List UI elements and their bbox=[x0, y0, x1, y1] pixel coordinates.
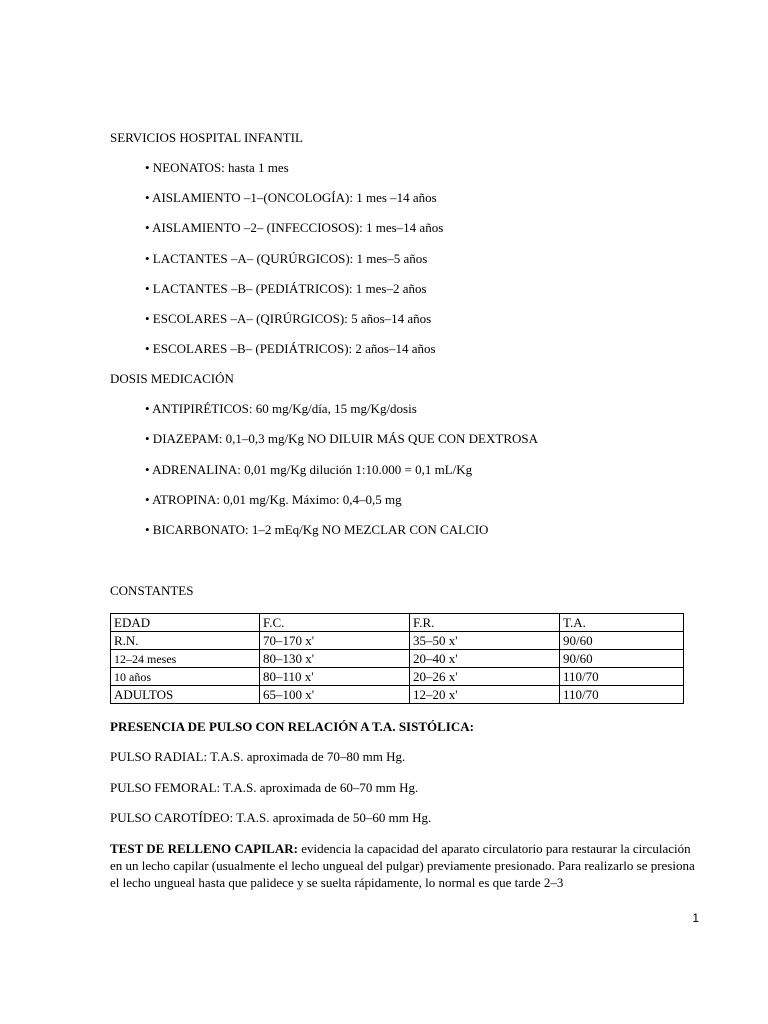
pulso-item: PULSO FEMORAL: T.A.S. aproximada de 60–70 mm Hg. bbox=[110, 780, 419, 795]
dosis-item: • DIAZEPAM: 0,1–0,3 mg/Kg NO DILUIR MÁS QUE CON DEXTROSA bbox=[145, 431, 538, 446]
cell-ta: 90/60 bbox=[560, 650, 684, 668]
constantes-table bbox=[110, 613, 684, 704]
table-row bbox=[111, 668, 684, 686]
servicios-item: • LACTANTES –B– (PEDIÁTRICOS): 1 mes–2 años bbox=[145, 281, 427, 296]
test-relleno-text: evidencia la capacidad del aparato circulatorio para restaurar la circulación en un lecho capilar (usualmente el lecho ungueal del pulgar) previamente presionado. Para realizarlo se presiona el lecho ungueal hasta que palidece y se suelta rápidamente, lo normal es que tarde 2–3 bbox=[110, 841, 695, 890]
cell-edad: ADULTOS bbox=[111, 686, 260, 704]
servicios-item: • LACTANTES –A– (QURÚRGICOS): 1 mes–5 años bbox=[145, 251, 428, 266]
dosis-heading: DOSIS MEDICACIÓN bbox=[110, 371, 234, 386]
dosis-item: • ADRENALINA: 0,01 mg/Kg dilución 1:10.000 = 0,1 mL/Kg bbox=[145, 462, 473, 477]
servicios-item: • AISLAMIENTO –2– (INFECCIOSOS): 1 mes–14 años bbox=[145, 220, 444, 235]
cell-fc: 65–100 x' bbox=[260, 686, 410, 704]
cell-fr: 20–40 x' bbox=[410, 650, 560, 668]
servicios-heading: SERVICIOS HOSPITAL INFANTIL bbox=[110, 130, 303, 145]
cell-fr: 20–26 x' bbox=[410, 668, 560, 686]
column-header-fc: F.C. bbox=[260, 614, 410, 632]
cell-fr: 35–50 x' bbox=[410, 632, 560, 650]
pulso-item: PULSO CAROTÍDEO: T.A.S. aproximada de 50–60 mm Hg. bbox=[110, 810, 432, 825]
cell-ta: 90/60 bbox=[560, 632, 684, 650]
cell-ta: 110/70 bbox=[560, 686, 684, 704]
constantes-heading: CONSTANTES bbox=[110, 583, 194, 598]
column-header-fr: F.R. bbox=[410, 614, 560, 632]
page-number: 1 bbox=[692, 911, 699, 925]
cell-edad: 10 años bbox=[111, 668, 260, 686]
column-header-edad: EDAD bbox=[111, 614, 260, 632]
cell-ta: 110/70 bbox=[560, 668, 684, 686]
dosis-item: • ATROPINA: 0,01 mg/Kg. Máximo: 0,4–0,5 mg bbox=[145, 492, 402, 507]
cell-edad: 12–24 meses bbox=[111, 650, 260, 668]
cell-fc: 80–110 x' bbox=[260, 668, 410, 686]
servicios-item: • NEONATOS: hasta 1 mes bbox=[145, 160, 289, 175]
pulso-item: PULSO RADIAL: T.A.S. aproximada de 70–80 mm Hg. bbox=[110, 749, 406, 764]
pulso-heading: PRESENCIA DE PULSO CON RELACIÓN A T.A. SISTÓLICA: bbox=[110, 719, 474, 734]
table-row bbox=[111, 650, 684, 668]
cell-fc: 80–130 x' bbox=[260, 650, 410, 668]
column-header-ta: T.A. bbox=[560, 614, 684, 632]
servicios-item: • ESCOLARES –B– (PEDIÁTRICOS): 2 años–14 años bbox=[145, 341, 436, 356]
table-header-row bbox=[111, 614, 684, 632]
table-row bbox=[111, 686, 684, 704]
servicios-item: • ESCOLARES –A– (QIRÚRGICOS): 5 años–14 años bbox=[145, 311, 432, 326]
cell-fc: 70–170 x' bbox=[260, 632, 410, 650]
dosis-item: • ANTIPIRÉTICOS: 60 mg/Kg/día, 15 mg/Kg/dosis bbox=[145, 401, 417, 416]
test-relleno-label: TEST DE RELLENO CAPILAR: bbox=[110, 841, 298, 856]
dosis-item: • BICARBONATO: 1–2 mEq/Kg NO MEZCLAR CON CALCIO bbox=[145, 522, 489, 537]
table-row bbox=[111, 632, 684, 650]
cell-edad: R.N. bbox=[111, 632, 260, 650]
test-relleno-paragraph bbox=[110, 840, 700, 891]
servicios-item: • AISLAMIENTO –1–(ONCOLOGÍA): 1 mes –14 años bbox=[145, 190, 437, 205]
cell-fr: 12–20 x' bbox=[410, 686, 560, 704]
